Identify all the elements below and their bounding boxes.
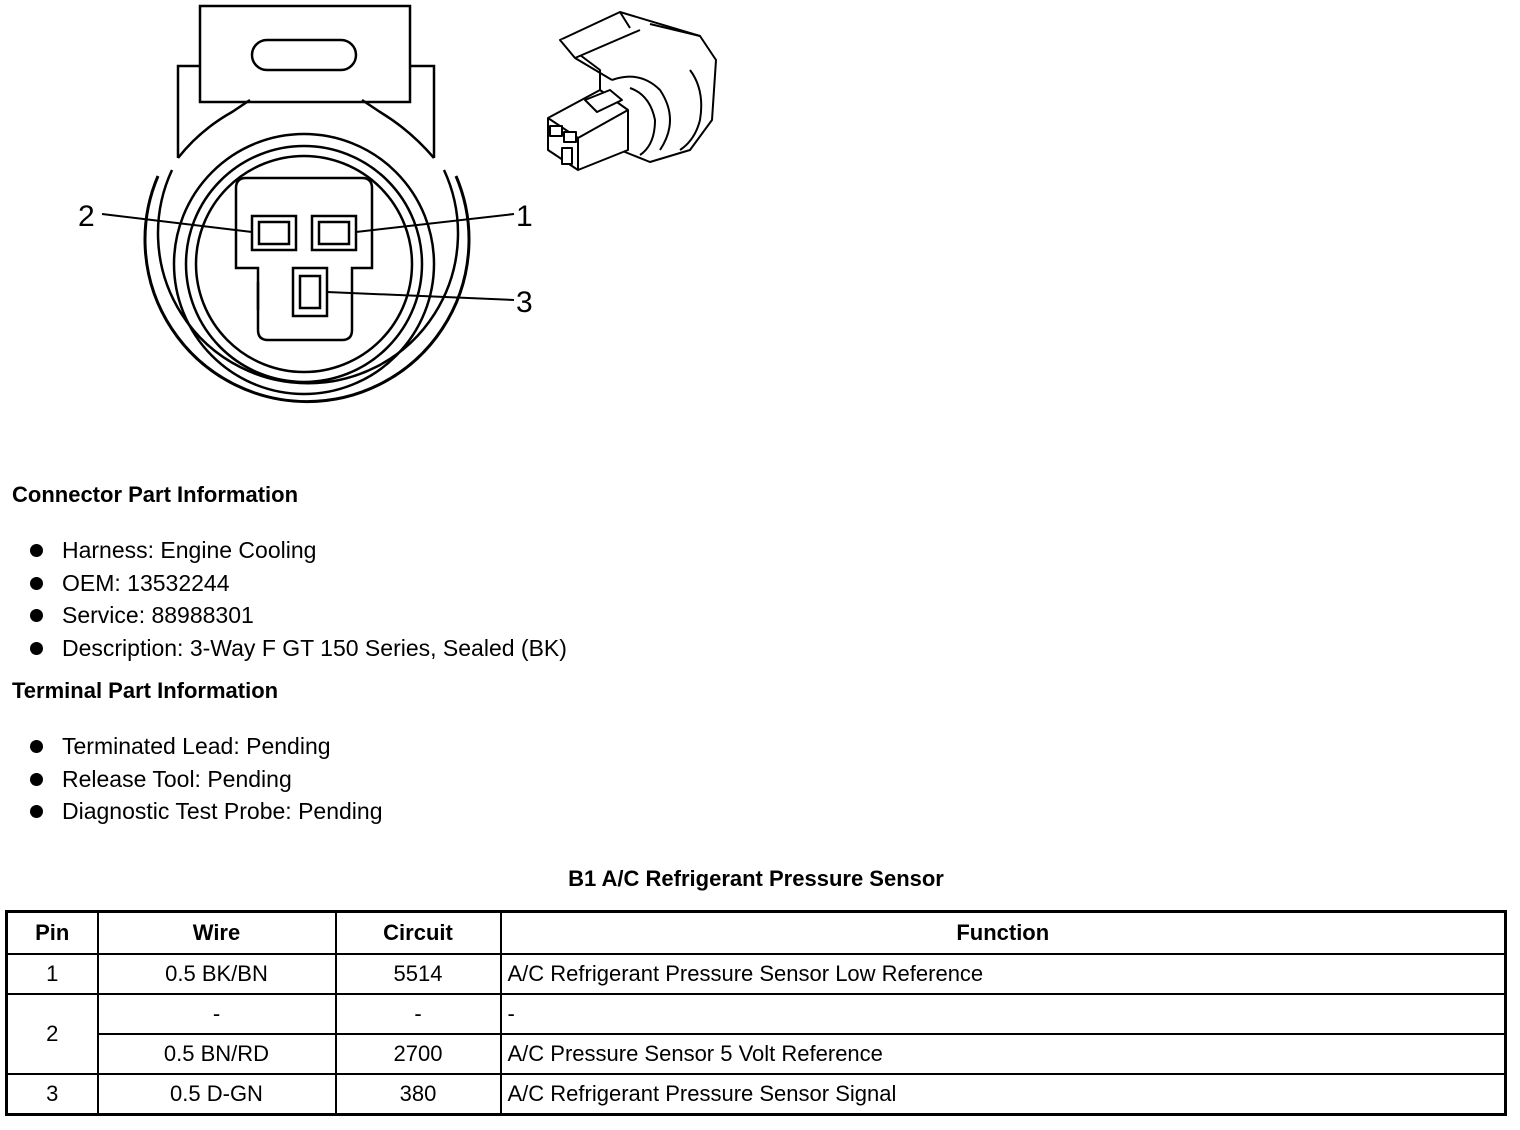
list-item: Release Tool: Pending	[28, 763, 383, 796]
function-cell: A/C Refrigerant Pressure Sensor Low Reference	[501, 954, 1506, 994]
list-item: Terminated Lead: Pending	[28, 730, 383, 763]
column-header-circuit: Circuit	[336, 912, 501, 955]
connector-diagram	[0, 0, 760, 430]
list-item: OEM: 13532244	[28, 567, 567, 600]
table-header-row	[7, 912, 1506, 955]
circuit-cell: -	[336, 994, 501, 1034]
pin-cell: 1	[7, 954, 98, 994]
wire-cell: 0.5 BN/RD	[98, 1034, 336, 1074]
pin-cell: 2	[7, 994, 98, 1074]
table-title: B1 A/C Refrigerant Pressure Sensor	[568, 866, 944, 891]
pinout-table	[5, 910, 1507, 1116]
pin-label-1: 1	[516, 200, 533, 233]
pin-cell: 3	[7, 1074, 98, 1115]
terminal-info-heading: Terminal Part Information	[12, 678, 279, 703]
pin-label-2: 2	[78, 200, 95, 233]
connector-isometric-view	[548, 12, 716, 170]
table-row	[7, 1074, 1506, 1115]
connector-info-heading: Connector Part Information	[12, 482, 299, 507]
function-cell: A/C Refrigerant Pressure Sensor Signal	[501, 1074, 1506, 1115]
table-row	[7, 994, 1506, 1034]
function-cell: -	[501, 994, 1506, 1034]
circuit-cell: 2700	[336, 1034, 501, 1074]
pin-label-3: 3	[516, 286, 533, 319]
wire-cell: -	[98, 994, 336, 1034]
connector-face-view	[102, 6, 514, 402]
list-item: Description: 3-Way F GT 150 Series, Sealed (BK)	[28, 632, 567, 665]
column-header-function: Function	[501, 912, 1506, 955]
table-row	[7, 1034, 1506, 1074]
list-item: Harness: Engine Cooling	[28, 534, 567, 567]
list-item: Service: 88988301	[28, 599, 567, 632]
circuit-cell: 5514	[336, 954, 501, 994]
circuit-cell: 380	[336, 1074, 501, 1115]
wire-cell: 0.5 D-GN	[98, 1074, 336, 1115]
list-item: Diagnostic Test Probe: Pending	[28, 795, 383, 828]
column-header-wire: Wire	[98, 912, 336, 955]
column-header-pin: Pin	[7, 912, 98, 955]
terminal-info-list	[28, 730, 383, 828]
wire-cell: 0.5 BK/BN	[98, 954, 336, 994]
connector-info-list	[28, 534, 567, 665]
function-cell: A/C Pressure Sensor 5 Volt Reference	[501, 1034, 1506, 1074]
table-row	[7, 954, 1506, 994]
